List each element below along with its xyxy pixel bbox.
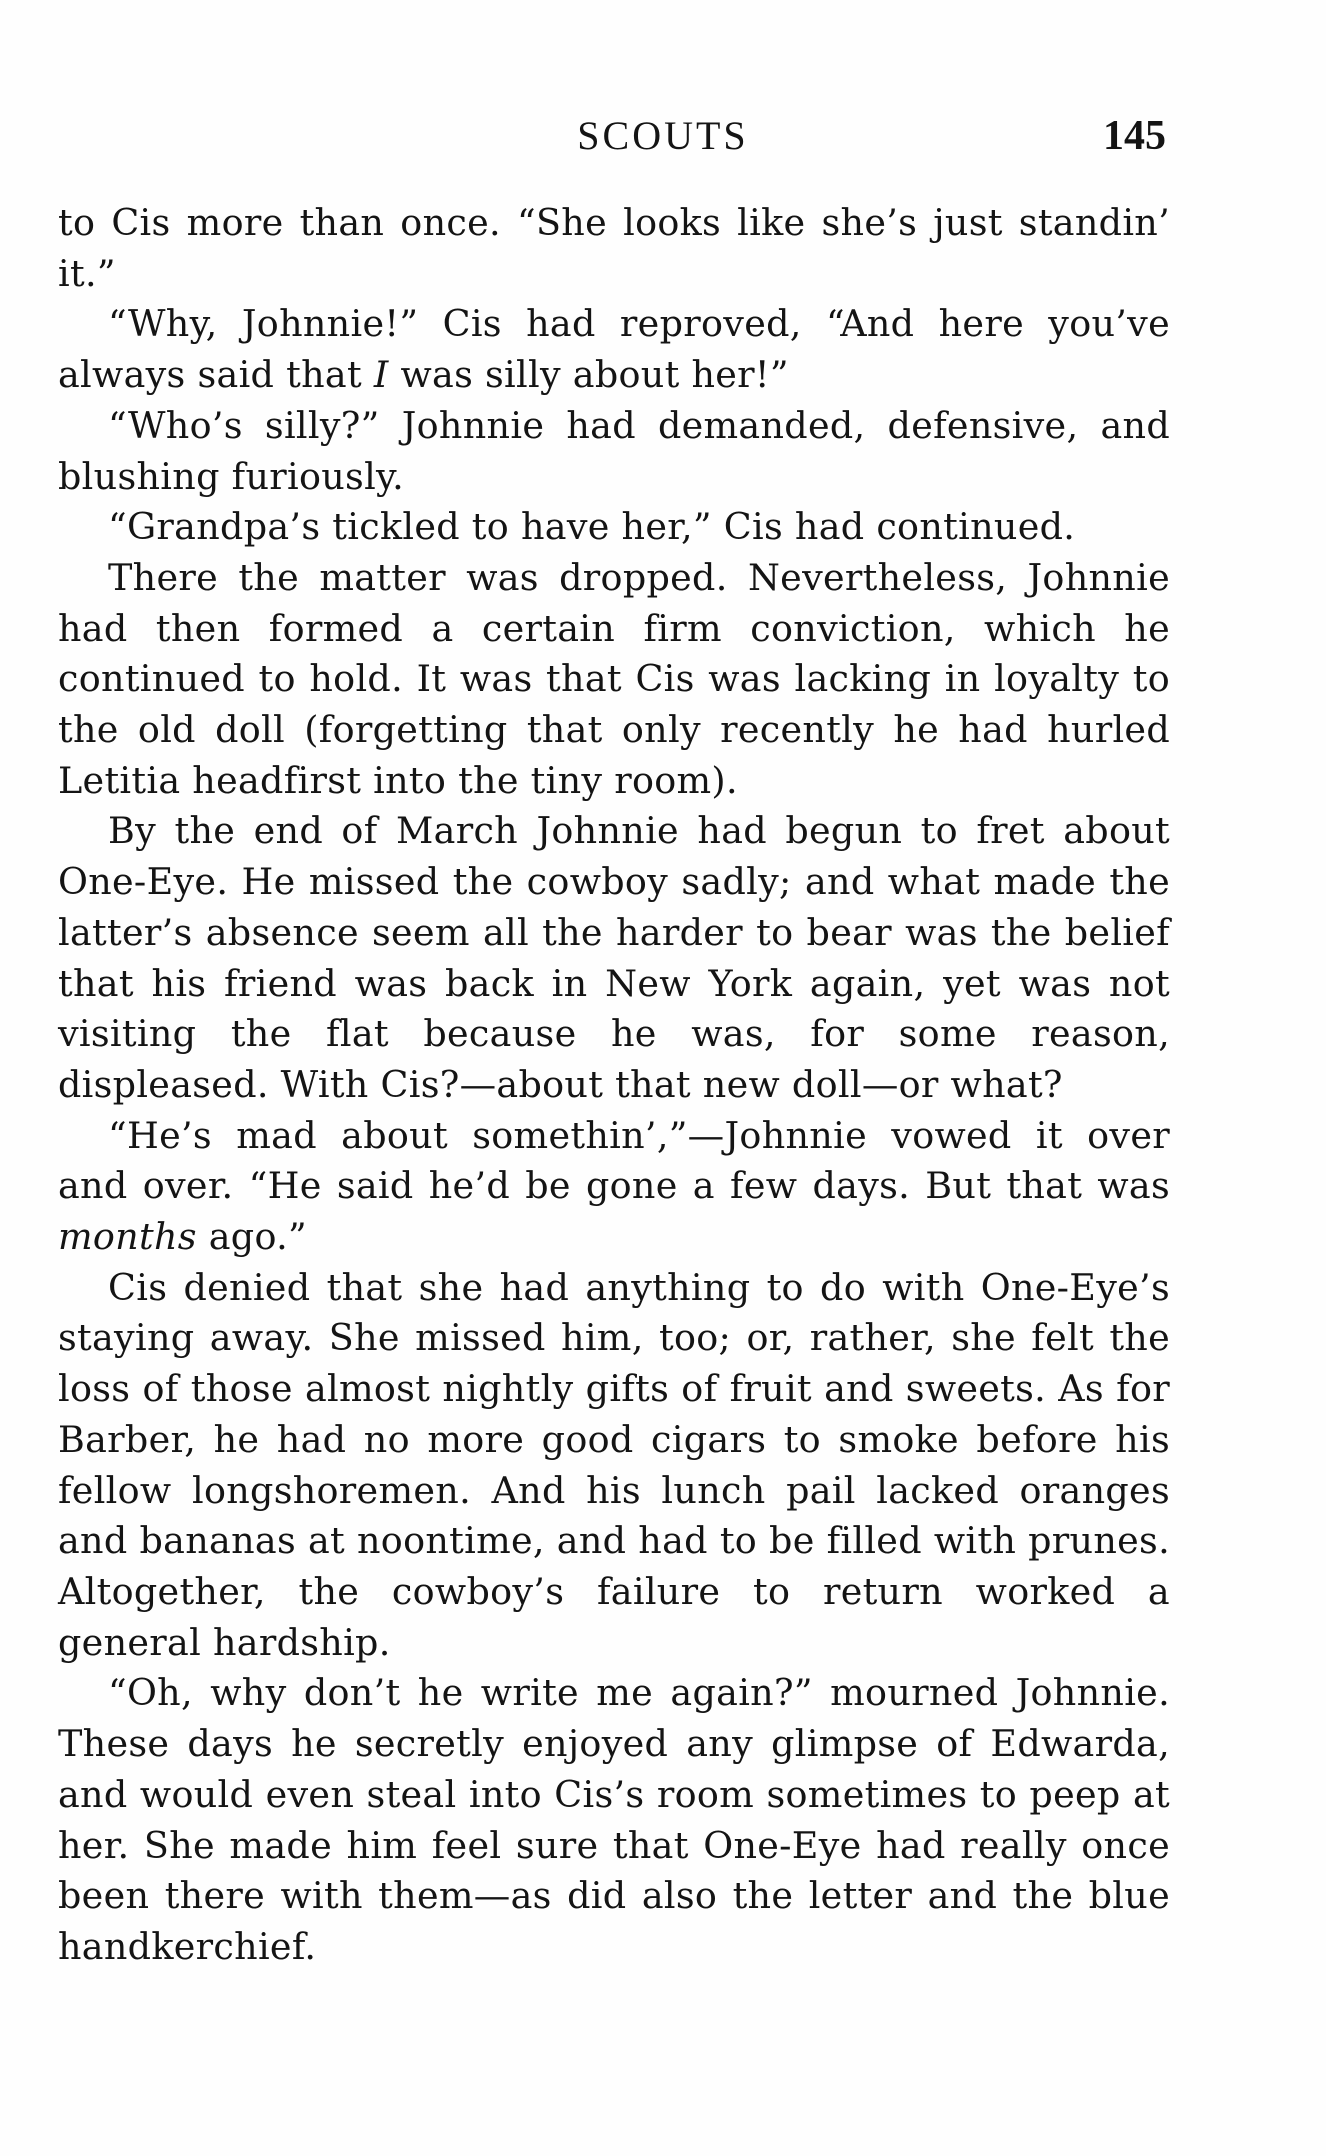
page-number: 145 [1103,113,1166,159]
text-run: “He’s mad about somethin’,”—Johnnie vowed it over and over. “He said he’d be gone a few days. But that was [58,1113,1170,1208]
paragraph [58,1263,1170,1669]
page-header [0,112,1326,162]
text-run: to Cis more than once. “She looks like she’s just standin’ it.” [58,201,1170,295]
running-head: SCOUTS [577,113,749,158]
text-run: was silly about her!” [388,353,789,397]
paragraph [58,1111,1170,1263]
text-run: Cis denied that she had anything to do with One-Eye’s staying away. She missed him, too; or, rather, she felt the loss of those almost nightly gifts of fruit and sweets. As for Barber, he had no more good cigars to smoke before his fellow longshoremen. And his lunch pail lacked oranges and bananas at noontime, and had to be filled with prunes. Altogether, the cowboy’s failure to return worked a general hardship. [58,1265,1170,1664]
paragraph [58,198,1170,299]
paragraph [58,299,1170,400]
italic-text: months [58,1215,197,1259]
paragraph [58,553,1170,807]
text-run: “Oh, why don’t he write me again?” mourned Johnnie. These days he secretly enjoyed any glimpse of Edwarda, and would even steal into Cis’s room sometimes to peep at her. She made him feel sure that One-Eye had really once been there with them—as did also the letter and the blue handkerchief. [58,1671,1170,1968]
text-run: “Who’s silly?” Johnnie had demanded, defensive, and blushing furiously. [58,403,1170,498]
paragraph [58,401,1170,502]
text-run: “Why, Johnnie!” Cis had reproved, “And here you’ve always said that [58,302,1170,397]
paragraph [58,1668,1170,1972]
paragraph [58,806,1170,1110]
body-text [58,198,1170,1973]
paragraph [58,502,1170,553]
text-run: “Grandpa’s tickled to have her,” Cis had continued. [108,505,1076,549]
italic-text: I [373,353,389,397]
text-run: By the end of March Johnnie had begun to fret about One-Eye. He missed the cowboy sadly; and what made the latter’s absence seem all the harder to bear was the belief that his friend was back in New York again, yet was not visiting the flat because he was, for some reason, displeased. With Cis?—about that new doll—or what? [58,809,1170,1106]
text-run: ago.” [196,1215,307,1259]
text-run: There the matter was dropped. Nevertheless, Johnnie had then formed a certain firm conviction, which he continued to hold. It was that Cis was lacking in loyalty to the old doll (forgetting that only recently he had hurled Letitia headfirst into the tiny room). [58,555,1170,802]
